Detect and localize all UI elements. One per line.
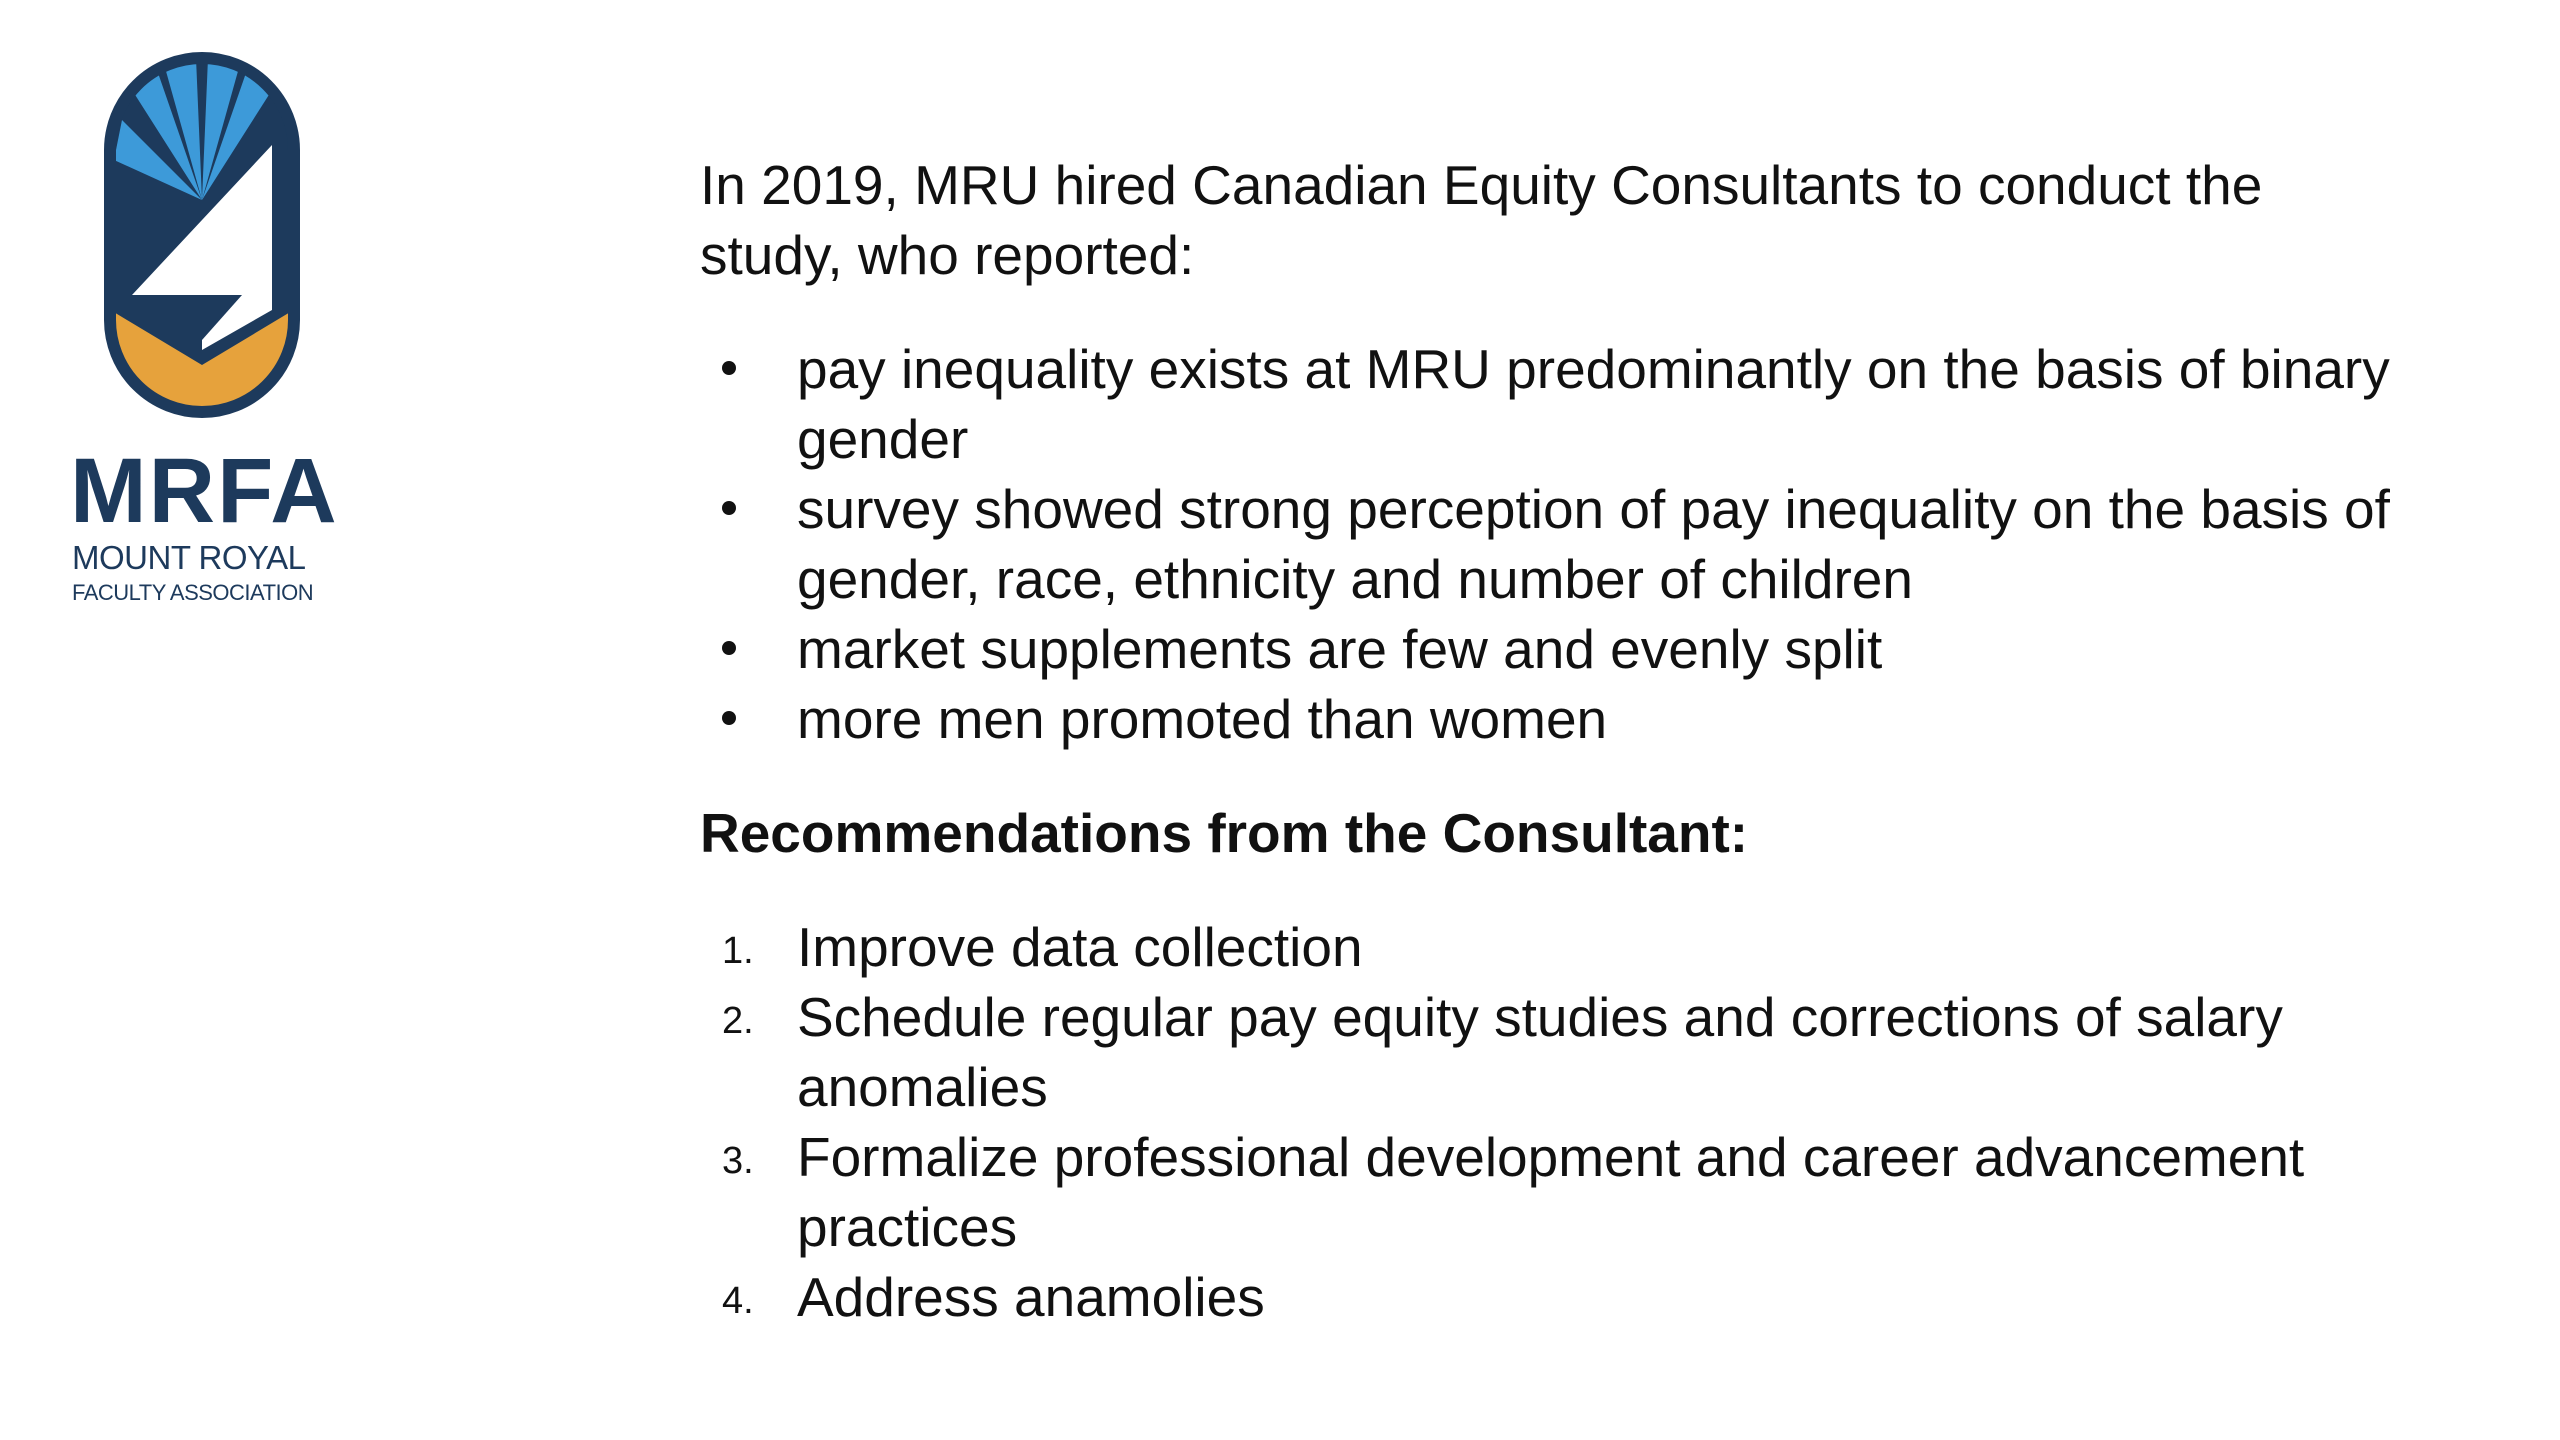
finding-item — [700, 474, 2400, 614]
finding-text: market supplements are few and evenly split — [797, 618, 1883, 680]
recommendation-text: Improve data collection — [797, 916, 1363, 978]
recommendation-text: Schedule regular pay equity studies and corrections of salary anomalies — [797, 986, 2283, 1118]
recommendation-number: 1. — [722, 930, 754, 972]
logo-subtitle-line2: FACULTY ASSOCIATION — [72, 580, 314, 605]
recommendation-item — [700, 912, 2400, 982]
bullet-dot-icon — [722, 711, 736, 725]
findings-list — [700, 334, 2400, 754]
recommendation-number: 4. — [722, 1280, 754, 1322]
recommendation-item — [700, 1122, 2400, 1262]
recommendation-text: Formalize professional development and career advancement practices — [797, 1126, 2305, 1258]
recommendations-list — [700, 912, 2400, 1332]
recommendations-heading: Recommendations from the Consultant: — [700, 802, 1749, 864]
finding-text: more men promoted than women — [797, 688, 1608, 750]
bullet-dot-icon — [722, 641, 736, 655]
bullet-dot-icon — [722, 501, 736, 515]
recommendation-number: 3. — [722, 1140, 754, 1182]
intro-paragraph: In 2019, MRU hired Canadian Equity Consultants to conduct the study, who reported: — [700, 154, 2263, 286]
finding-item — [700, 614, 2400, 684]
logo-subtitle-line1: MOUNT ROYAL — [72, 539, 306, 576]
recommendation-number: 2. — [722, 1000, 754, 1042]
finding-item — [700, 334, 2400, 474]
mrfa-emblem-icon — [102, 50, 302, 420]
finding-item — [700, 684, 2400, 754]
finding-text: survey showed strong perception of pay inequality on the basis of gender, race, ethnicity and number of children — [797, 478, 2390, 610]
bullet-dot-icon — [722, 361, 736, 375]
recommendation-text: Address anamolies — [797, 1266, 1265, 1328]
slide-body — [700, 150, 2400, 1332]
recommendation-item — [700, 982, 2400, 1122]
recommendation-item — [700, 1262, 2400, 1332]
logo-wordmark: MRFA — [70, 440, 339, 542]
finding-text: pay inequality exists at MRU predominantly on the basis of binary gender — [797, 338, 2390, 470]
